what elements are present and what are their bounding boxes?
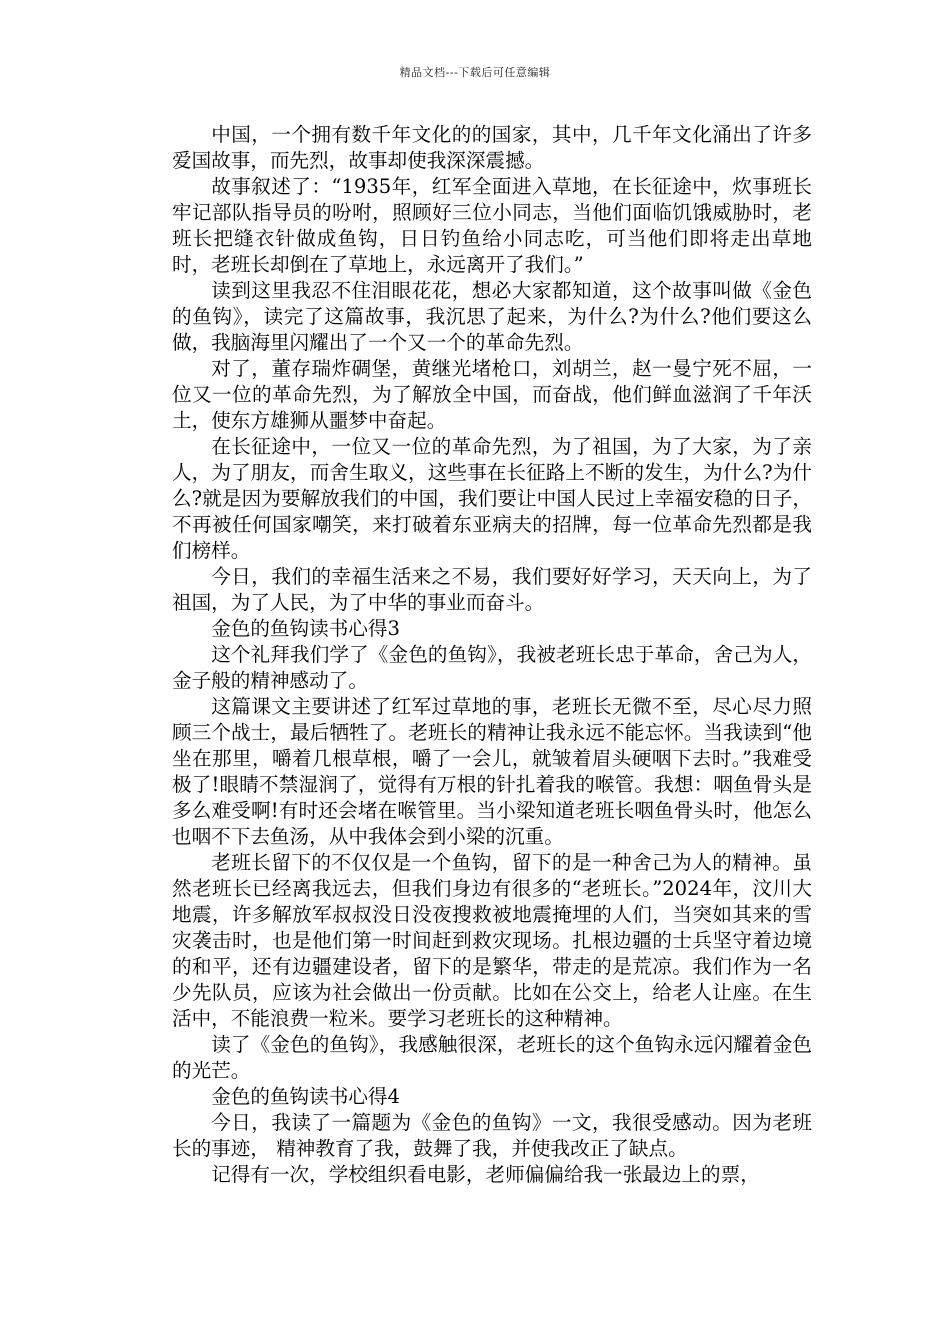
paragraph: 对了，董存瑞炸碉堡，黄继光堵枪口，刘胡兰，赵一曼宁死不屈，一位又一位的革命先烈，为了解放全中国，而奋战，他们鲜血滋润了千年沃土，使东方雄狮从噩梦中奋起。: [172, 357, 812, 432]
paragraph: 故事叙述了：“1935年，红军全面进入草地，在长征途中，炊事班长牢记部队指导员的吩咐，照顾好三位小同志，当他们面临饥饿威胁时，老班长把缝衣针做成鱼钩，日日钓鱼给小同志吃，可当他们即将走出草地时，老班长却倒在了草地上，永远离开了我们。”: [172, 175, 812, 276]
paragraph: 读了《金色的鱼钩》，我感触很深，老班长的这个鱼钩永远闪耀着金色的光芒。: [172, 1033, 812, 1082]
paragraph: 在长征途中，一位又一位的革命先烈，为了祖国，为了大家，为了亲人，为了朋友，而舍生取义，这些事在长征路上不断的发生，为什么?为什么?就是因为要解放我们的中国，我们要让中国人民过上幸福安稳的日子，不再被任何国家嘲笑，来打破着东亚病夫的招牌，每一位革命先烈都是我们榜样。: [172, 435, 812, 562]
paragraph: 这篇课文主要讲述了红军过草地的事，老班长无微不至，尽心尽力照顾三个战士，最后牺牲了。老班长的精神让我永远不能忘怀。当我读到“他坐在那里，嚼着几根草根，嚼了一会儿，就皱着眉头硬咽下去时。”我难受极了!眼睛不禁湿润了，觉得有万根的针扎着我的喉管。我想：咽鱼骨头是多么难受啊!有时还会堵在喉管里。当小梁知道老班长咽鱼骨头时，他怎么也咽不下去鱼汤，从中我体会到小梁的沉重。: [172, 695, 812, 848]
section-heading: 金色的鱼钩读书心得3: [211, 617, 400, 640]
paragraph: 中国，一个拥有数千年文化的的国家，其中，几千年文化涌出了许多爱国故事，而先烈，故事却使我深深震撼。: [172, 123, 812, 172]
paragraph: 今日，我读了一篇题为《金色的鱼钩》一文，我很受感动。因为老班长的事迹， 精神教育了我，鼓舞了我，并使我改正了缺点。: [172, 1111, 812, 1160]
paragraph: 这个礼拜我们学了《金色的鱼钩》，我被老班长忠于革命，舍己为人，金子般的精神感动了。: [172, 643, 812, 692]
section-heading: 金色的鱼钩读书心得4: [211, 1085, 400, 1108]
paragraph: 今日，我们的幸福生活来之不易，我们要好好学习，天天向上，为了祖国，为了人民，为了中华的事业而奋斗。: [172, 565, 812, 614]
paragraph: 读到这里我忍不住泪眼花花，想必大家都知道，这个故事叫做《金色的鱼钩》，读完了这篇故事，我沉思了起来，为什么?为什么?他们要这么做，我脑海里闪耀出了一个又一个的革命先烈。: [172, 279, 812, 354]
document-body: [172, 122, 812, 1188]
paragraph: 老班长留下的不仅仅是一个鱼钩，留下的是一种舍己为人的精神。虽然老班长已经离我远去，但我们身边有很多的“老班长。”2024年，汶川大地震，许多解放军叔叔没日没夜搜救被地震掩埋的人们，当突如其来的雪灾袭击时，也是他们第一时间赶到救灾现场。扎根边疆的士兵坚守着边境的和平，还有边疆建设者，留下的是繁华，带走的是荒凉。我们作为一名少先队员，应该为社会做出一份贡献。比如在公交上，给老人让座。在生活中，不能浪费一粒米。要学习老班长的这种精神。: [172, 851, 812, 1030]
page-header: 精品文档---下载后可任意编辑: [399, 66, 551, 79]
paragraph: 记得有一次，学校组织看电影，老师偏偏给我一张最边上的票，: [211, 1163, 760, 1186]
